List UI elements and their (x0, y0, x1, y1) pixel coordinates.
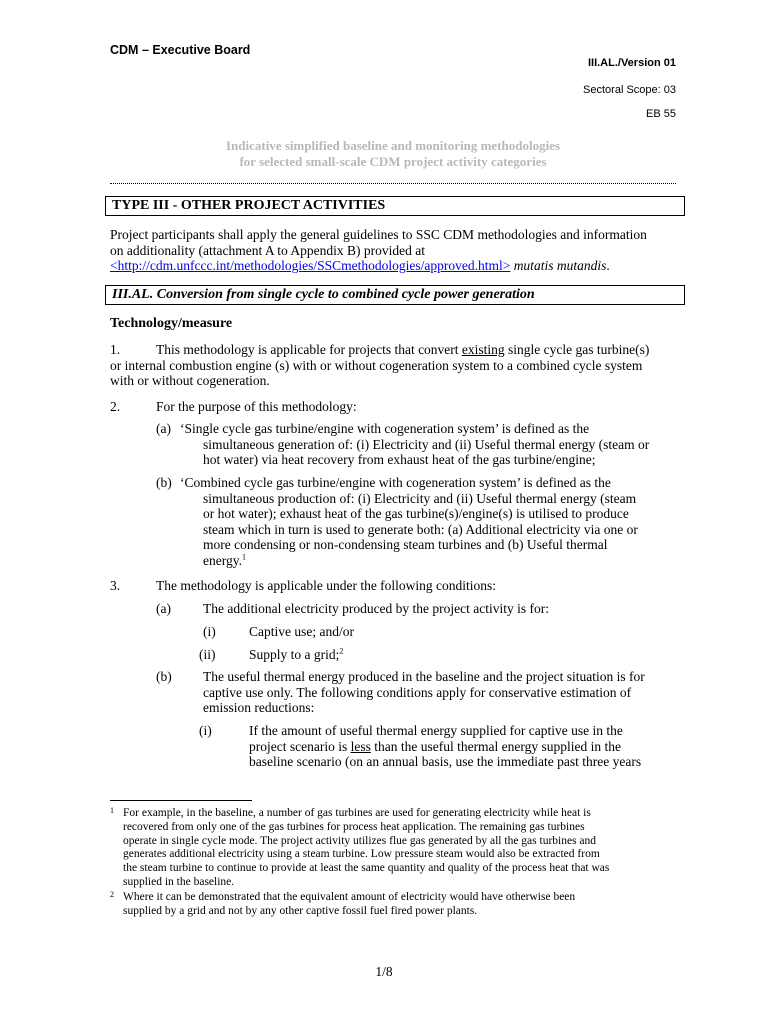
header-board: CDM – Executive Board (110, 43, 251, 57)
footnote-ref-2: 2 (339, 646, 344, 656)
p2-b-line-1: ‘Combined cycle gas turbine/engine with cogeneration system’ is defined as the (180, 475, 611, 490)
footnote-1 (123, 807, 683, 890)
subtitle-line-2: for selected small-scale CDM project activity categories (239, 153, 547, 169)
intro-line-2: on additionality (attachment A to Appendix B) provided at (110, 242, 425, 258)
p2-b-line-3: or hot water); exhaust heat of the gas turbine(s)/engine(s) is utilised to produce (203, 506, 629, 521)
mutatis-mutandis: mutatis mutandis (513, 258, 607, 273)
footnote-1-line: operate in single cycle mode. The project activity utilizes flue gas generated by all the gas turbines and (123, 834, 597, 847)
footnote-2 (123, 891, 683, 919)
p3-b-line-2: captive use only. The following conditions apply for conservative estimation of (203, 684, 632, 700)
footnote-1-line: the steam turbine to continue to provide at least the same quantity and quality of the process heat that was (123, 862, 610, 875)
p2-a-line-1: ‘Single cycle gas turbine/engine with cogeneration system’ is defined as the (180, 421, 590, 436)
footnote-1-number: 1 (110, 806, 114, 815)
p2-a-rest (203, 437, 693, 468)
p3-b-i-less: less (350, 738, 371, 754)
footnote-2-number: 2 (110, 890, 114, 899)
intro-line-3 (110, 258, 680, 274)
subtitle-line-1: Indicative simplified baseline and monitoring methodologies (225, 138, 561, 153)
p3-b-text (203, 669, 693, 716)
p1-line-1 (110, 342, 690, 358)
p2-b-label: (b) (156, 475, 172, 490)
p2-a-label: (a) (156, 421, 171, 436)
p1-text-a: This methodology is applicable for projects that convert (156, 342, 459, 357)
footnote-2-line: supplied by a grid and not by any other captive fossil fuel fired power plants. (123, 904, 478, 917)
page-number: 1/8 (375, 964, 393, 979)
section-heading: III.AL. Conversion from single cycle to combined cycle power generation (105, 285, 685, 305)
intro-end: . (606, 258, 610, 273)
p3-a-i-label: (i) (203, 624, 216, 639)
footnote-2-line: Where it can be demonstrated that the equivalent amount of electricity would have otherwise been (123, 891, 576, 903)
p1-line-2: or internal combustion engine (s) with or without cogeneration system to a combined cycle system (110, 357, 643, 373)
p2-number: 2. (110, 399, 121, 414)
methodologies-link[interactable]: <http://cdm.unfccc.int/methodologies/SSCmethodologies/approved.html> (110, 258, 511, 273)
p3-a-ii-label: (ii) (199, 647, 216, 662)
p2-b-line-4: steam which in turn is used to generate both: (a) Additional electricity via one or (203, 521, 638, 537)
intro-line-1: Project participants shall apply the general guidelines to SSC CDM methodologies and information (110, 227, 647, 242)
type-heading: TYPE III - OTHER PROJECT ACTIVITIES (105, 196, 685, 216)
p3-b-line-3: emission reductions: (203, 700, 315, 715)
footnote-1-line: supplied in the baseline. (123, 875, 235, 888)
p3-b-i-line-2 (249, 739, 694, 755)
p3-a-i-text: Captive use; and/or (249, 624, 354, 639)
p3-b-label: (b) (156, 669, 172, 684)
p3-b-i-text-a: project scenario is (249, 738, 348, 754)
p2-b-energy: energy. (203, 552, 242, 568)
paragraph-1 (110, 342, 690, 389)
p1-text-b: single cycle gas turbine(s) (508, 342, 650, 357)
footnote-1-line: For example, in the baseline, a number of gas turbines are used for generating electricity while heat is (123, 807, 591, 819)
document-subtitle (110, 138, 676, 169)
p2-b-rest (203, 491, 693, 569)
intro-paragraph (110, 227, 680, 274)
p2-b-line-6 (203, 553, 693, 569)
p3-b-i-line-1: If the amount of useful thermal energy supplied for captive use in the (249, 723, 623, 738)
p3-b-i-line-3: baseline scenario (on an annual basis, use the immediate past three years (249, 754, 642, 769)
technology-measure-heading: Technology/measure (110, 316, 233, 331)
p3-a-text: The additional electricity produced by the project activity is for: (203, 601, 550, 616)
footnote-separator (110, 800, 252, 801)
p3-a-ii-text (249, 647, 343, 663)
header-version: III.AL./Version 01 (587, 57, 676, 69)
p3-a-ii-supply: Supply to a grid; (249, 647, 340, 662)
p3-b-line-1: The useful thermal energy produced in the baseline and the project situation is for (203, 669, 645, 684)
p3-a-label: (a) (156, 601, 171, 616)
p2-text: For the purpose of this methodology: (156, 399, 357, 414)
header-eb: EB 55 (646, 108, 676, 120)
p3-b-i-label: (i) (199, 723, 212, 738)
p2-b-line-2: simultaneous production of: (i) Electricity and (ii) Useful thermal energy (steam (203, 490, 637, 506)
footnote-1-line: generates additional electricity using a steam turbine. Low pressure steam would also be extracted from (123, 848, 600, 861)
p2-a-line-2: simultaneous generation of: (i) Electricity and (ii) Useful thermal energy (steam or (203, 436, 650, 452)
p1-number: 1. (110, 342, 121, 357)
p1-line-3: with or without cogeneration. (110, 373, 270, 388)
p2-a-line-3: hot water) via heat recovery from exhaust heat of the gas turbine/engine; (203, 452, 596, 467)
p3-text: The methodology is applicable under the following conditions: (156, 578, 497, 593)
p3-b-i-text-b: than the useful thermal energy supplied in the (374, 738, 622, 754)
header-sectoral-scope: Sectoral Scope: 03 (583, 84, 676, 96)
p1-existing: existing (461, 342, 505, 357)
footnote-1-line: recovered from only one of the gas turbines for process heat application. The remaining gas turbines (123, 820, 585, 833)
p3-number: 3. (110, 578, 121, 593)
p2-b-line-5: more condensing or non-condensing steam turbines and (b) Useful thermal (203, 537, 608, 552)
dotted-divider (110, 183, 676, 184)
p3-b-i-text (249, 723, 694, 770)
footnote-ref-1: 1 (241, 552, 246, 561)
